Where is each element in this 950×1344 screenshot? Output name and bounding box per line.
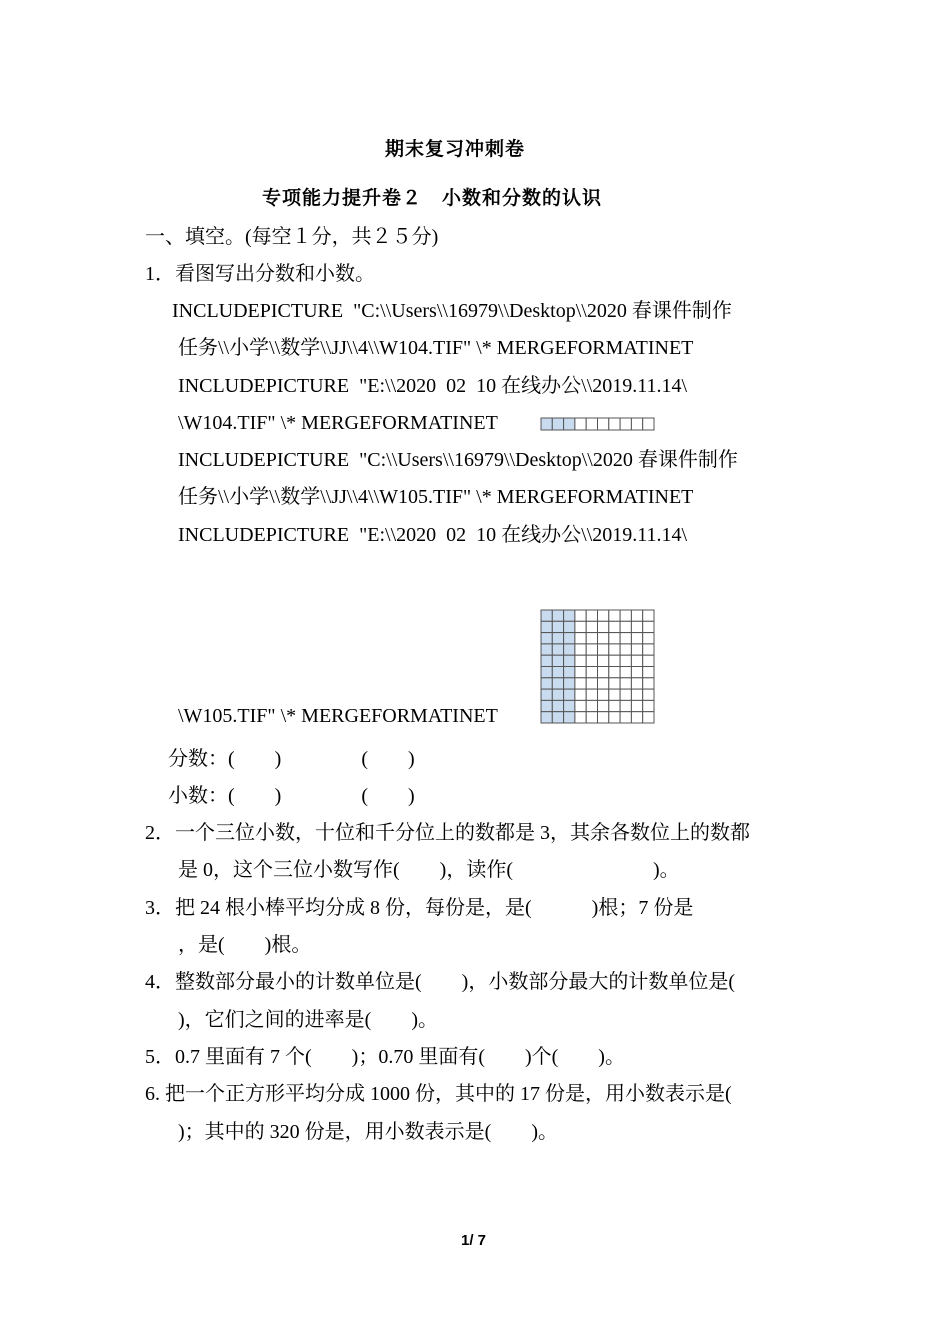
page-number: 1/ 7 (461, 1232, 487, 1249)
question-6-line: )；其中的 320 份是，用小数表示是( )。 (178, 1121, 558, 1143)
grid-cell (586, 610, 597, 621)
strip-cell (586, 418, 597, 430)
grid-cell (575, 644, 586, 655)
strip-cell (598, 418, 609, 430)
grid-cell (643, 700, 654, 711)
grid-cell (631, 712, 642, 723)
grid-cell (586, 655, 597, 666)
field-code-line: INCLUDEPICTURE "E:\\2020 02 10 在线办公\\2019.11.14\ (178, 375, 688, 397)
decimal-answer-line: 小数：( ) ( ) (168, 785, 415, 807)
grid-cell (609, 689, 620, 700)
grid-cell (598, 678, 609, 689)
strip-cell (552, 418, 563, 430)
grid-cell (609, 644, 620, 655)
strip-cell (575, 418, 586, 430)
grid-cell (643, 621, 654, 632)
grid-cell (620, 633, 631, 644)
question-3-line: ，是( )根。 (178, 934, 312, 956)
grid-cell (586, 621, 597, 632)
grid-cell (575, 655, 586, 666)
grid-cell (609, 610, 620, 621)
grid-cell (609, 678, 620, 689)
grid-cell (575, 633, 586, 644)
grid-cell (564, 655, 575, 666)
grid-cell (564, 633, 575, 644)
field-code-line: INCLUDEPICTURE "C:\\Users\\16979\\Desktop\\2020 春课件制作 (172, 300, 732, 322)
grid-cell (564, 621, 575, 632)
grid-cell (586, 700, 597, 711)
grid-cell (643, 655, 654, 666)
grid-cell (552, 655, 563, 666)
strip-cell (609, 418, 620, 430)
grid-cell (620, 678, 631, 689)
grid-cell (541, 700, 552, 711)
grid-cell (564, 667, 575, 678)
grid-cell (598, 621, 609, 632)
grid-cell (564, 689, 575, 700)
grid-cell (541, 678, 552, 689)
field-code-line: \W105.TIF" \* MERGEFORMATINET (178, 705, 498, 727)
grid-cell (552, 644, 563, 655)
grid-cell (620, 712, 631, 723)
grid-cell (552, 678, 563, 689)
grid-cell (643, 712, 654, 723)
page-title: 期末复习冲刺卷 (385, 139, 526, 160)
grid-cell (552, 712, 563, 723)
grid-cell (643, 689, 654, 700)
grid-cell (620, 644, 631, 655)
grid-cell (631, 667, 642, 678)
grid-cell (631, 689, 642, 700)
grid-cell (631, 621, 642, 632)
grid-cell (564, 610, 575, 621)
field-code-line: 任务\\小学\\数学\\JJ\\4\\W105.TIF" \* MERGEFORMATINET (178, 486, 694, 508)
grid-cell (541, 712, 552, 723)
question-2-line: 是 0，这个三位小数写作( )，读作( )。 (178, 859, 680, 881)
grid-cell (620, 700, 631, 711)
question-1-stem: 1．看图写出分数和小数。 (145, 263, 375, 285)
grid-cell (609, 712, 620, 723)
grid-cell (598, 610, 609, 621)
grid-cell (631, 700, 642, 711)
grid-cell (564, 678, 575, 689)
grid-cell (620, 689, 631, 700)
grid-cell (609, 633, 620, 644)
fraction-answer-line: 分数：( ) ( ) (168, 748, 415, 770)
grid-cell (541, 644, 552, 655)
strip-cell (541, 418, 552, 430)
grid-cell (609, 667, 620, 678)
grid-cell (575, 667, 586, 678)
grid-cell (575, 712, 586, 723)
grid-cell (609, 655, 620, 666)
grid-cell (586, 667, 597, 678)
grid-cell (620, 667, 631, 678)
field-code-line: INCLUDEPICTURE "E:\\2020 02 10 在线办公\\2019.11.14\ (178, 524, 688, 546)
field-code-line: INCLUDEPICTURE "C:\\Users\\16979\\Desktop\\2020 春课件制作 (178, 449, 738, 471)
grid-cell (631, 678, 642, 689)
field-code-line: \W104.TIF" \* MERGEFORMATINET (178, 412, 498, 434)
grid-cell (598, 633, 609, 644)
grid-cell (541, 621, 552, 632)
grid-cell (575, 678, 586, 689)
grid-cell (620, 610, 631, 621)
grid-cell (586, 712, 597, 723)
grid-cell (541, 689, 552, 700)
grid-cell (631, 610, 642, 621)
grid-cell (643, 610, 654, 621)
grid-cell (575, 621, 586, 632)
grid-cell (598, 712, 609, 723)
grid-cell (609, 621, 620, 632)
strip-cell (620, 418, 631, 430)
grid-cell (631, 633, 642, 644)
question-4-line: )，它们之间的进率是( )。 (178, 1009, 438, 1031)
grid-cell (564, 712, 575, 723)
grid-cell (541, 610, 552, 621)
grid-cell (575, 700, 586, 711)
grid-cell (541, 655, 552, 666)
grid-cell (575, 610, 586, 621)
grid-cell (631, 644, 642, 655)
hundred-grid-figure (540, 609, 655, 724)
grid-cell (586, 689, 597, 700)
grid-cell (598, 700, 609, 711)
grid-cell (598, 644, 609, 655)
strip-cell (564, 418, 575, 430)
grid-cell (564, 700, 575, 711)
grid-cell (552, 610, 563, 621)
question-2-line: 2．一个三位小数，十位和千分位上的数都是 3，其余各数位上的数都 (145, 822, 750, 844)
grid-cell (564, 644, 575, 655)
grid-cell (552, 700, 563, 711)
grid-cell (598, 689, 609, 700)
grid-cell (620, 655, 631, 666)
grid-cell (598, 655, 609, 666)
grid-cell (541, 633, 552, 644)
page-subtitle: 专项能力提升卷２ 小数和分数的认识 (262, 188, 603, 209)
grid-cell (541, 667, 552, 678)
grid-cell (631, 655, 642, 666)
grid-cell (552, 689, 563, 700)
strip-cell (631, 418, 642, 430)
grid-cell (586, 644, 597, 655)
grid-cell (609, 700, 620, 711)
question-3-line: 3．把 24 根小棒平均分成 8 份，每份是，是( )根；7 份是 (145, 897, 694, 919)
grid-cell (586, 633, 597, 644)
grid-cell (643, 678, 654, 689)
grid-cell (575, 689, 586, 700)
tenths-strip-figure (540, 417, 655, 431)
section-heading: 一、填空。(每空１分，共２５分) (145, 226, 439, 248)
grid-cell (620, 621, 631, 632)
strip-cell (643, 418, 654, 430)
grid-cell (643, 644, 654, 655)
grid-cell (586, 678, 597, 689)
grid-cell (552, 621, 563, 632)
question-6-line: 6. 把一个正方形平均分成 1000 份，其中的 17 份是，用小数表示是( (145, 1083, 732, 1105)
grid-cell (643, 667, 654, 678)
field-code-line: 任务\\小学\\数学\\JJ\\4\\W104.TIF" \* MERGEFORMATINET (178, 337, 694, 359)
question-5-line: 5．0.7 里面有 7 个( )；0.70 里面有( )个( )。 (145, 1046, 625, 1068)
grid-cell (598, 667, 609, 678)
grid-cell (552, 633, 563, 644)
grid-cell (552, 667, 563, 678)
grid-cell (643, 633, 654, 644)
question-4-line: 4．整数部分最小的计数单位是( )，小数部分最大的计数单位是( (145, 971, 735, 993)
